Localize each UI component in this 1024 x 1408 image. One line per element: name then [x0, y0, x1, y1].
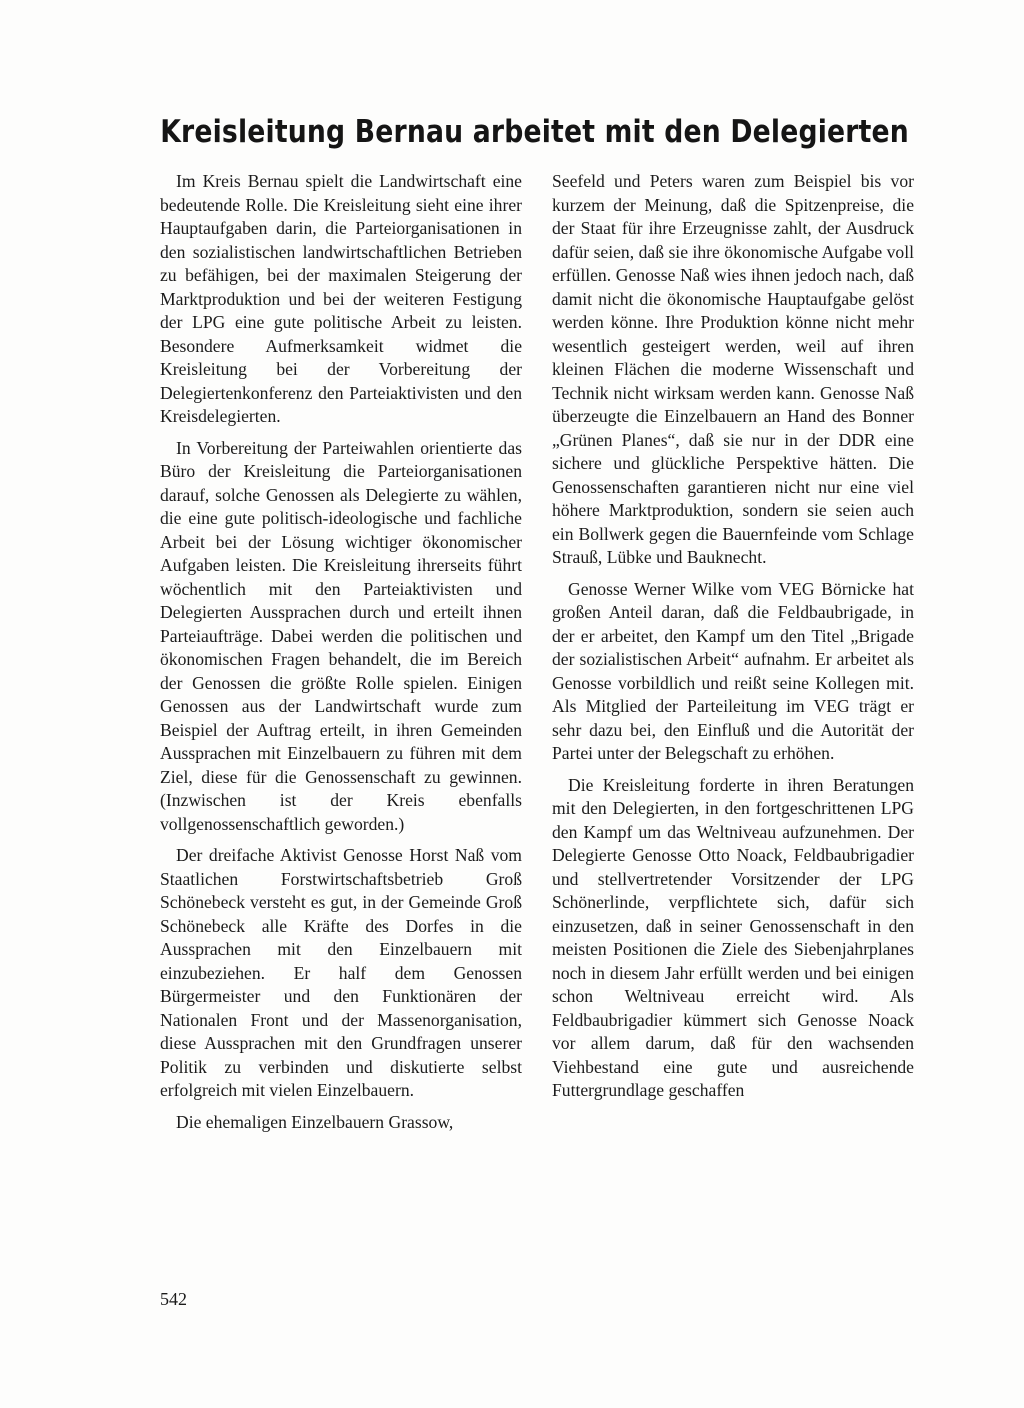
paragraph-continued: Seefeld und Peters waren zum Beispiel bis vor kurzem der Meinung, daß die Spitzenpreise, die der Staat für ihre Erzeugnisse zahlt, der Ausdruck dafür seien, daß sie ihre ökonomische Aufgabe voll erfüllen. Genosse Naß wies ihnen jedoch nach, daß damit nicht die ökonomische Hauptaufgabe gelöst werden könne. Ihre Produktion könne nicht mehr wesentlich gesteigert werden, weil auf ihren kleinen Flächen die moderne Wissenschaft und Technik nicht wirksam werden kann. Genosse Naß überzeugte die Einzelbauern an Hand des Bonner „Grünen Planes“, daß sie nur in der DDR eine sichere und glückliche Perspektive hätten. Die Genossenschaften garantieren nicht nur eine viel höhere Marktproduktion, sondern sie seien auch ein Bollwerk gegen die Bauernfeinde vom Schlage Strauß, Lübke und Bauknecht.: [552, 171, 914, 567]
page-number: 542: [160, 1289, 187, 1309]
paragraph: Genosse Werner Wilke vom VEG Börnicke hat großen Anteil daran, daß die Feldbaubrigade, in der er arbeitet, den Kampf um den Titel „Brigade der sozialistischen Arbeit“ aufnahm. Er arbeitet als Genosse vorbildlich und reißt seine Kollegen mit. Als Mitglied der Parteileitung im VEG trägt er sehr dazu bei, den Einfluß und die Autorität der Partei unter der Belegschaft zu erhöhen.: [552, 578, 914, 763]
paragraph: In Vorbereitung der Parteiwahlen orientierte das Büro der Kreisleitung die Parteiorganisationen darauf, solche Genossen als Delegierte zu wählen, die eine gute politisch-ideologische und fachliche Arbeit bei der Lösung wichtiger ökonomischer Aufgaben leisten. Die Kreisleitung ihrerseits führt wöchentlich mit den Parteiaktivisten und Delegierten Aussprachen durch und erteilt ihnen Parteiaufträge. Dabei werden die politischen und ökonomischen Fragen behandelt, die im Bereich der Genossen die größte Rolle spielen. Einigen Genossen aus der Landwirtschaft wurde zum Beispiel der Auftrag erteilt, in ihren Gemeinden Aussprachen mit Einzelbauern zu führen mit dem Ziel, diese für die Genossenschaft zu gewinnen. (Inzwischen ist der Kreis ebenfalls vollgenossenschaftlich geworden.): [160, 437, 522, 834]
paragraph: Der dreifache Aktivist Genosse Horst Naß vom Staatlichen Forstwirtschaftsbetrieb Groß Schönebeck versteht es gut, in der Gemeinde Groß Schönebeck alle Kräfte des Dorfes in die Aussprachen mit den Einzelbauern mit einzubeziehen. Er half dem Genossen Bürgermeister und den Funktionären der Nationalen Front und der Massenorganisation, diese Aussprachen mit den Grundfragen unserer Politik zu verbinden und diskutierte selbst erfolgreich mit vielen Einzelbauern.: [160, 845, 522, 1100]
article-title: Kreisleitung Bernau arbeitet mit den Delegierten: [160, 114, 909, 150]
paragraph: Die ehemaligen Einzelbauern Grassow,: [176, 1111, 454, 1132]
paragraph: Die Kreisleitung forderte in ihren Beratungen mit den Delegierten, in den fortgeschrittenen LPG den Kampf um das Weltniveau aufzunehmen. Der Delegierte Genosse Otto Noack, Feldbaubrigadier und stellvertretender Vorsitzender der LPG Schönerlinde, verpflichtete sich, dafür sich einzusetzen, daß in seiner Genossenschaft in den meisten Positionen die Ziele des Siebenjahrplanes noch in diesem Jahr erfüllt werden und bei einigen schon Weltniveau erreicht wird. Als Feldbaubrigadier kümmert sich Genosse Noack vor allem darum, daß für den wachsenden Viehbestand eine gute und ausreichende Futtergrundlage geschaffen: [552, 774, 914, 1100]
left-column: [160, 170, 522, 1142]
paragraph: Im Kreis Bernau spielt die Landwirtschaft eine bedeutende Rolle. Die Kreisleitung sieht eine ihrer Hauptaufgaben darin, die Parteiorganisationen in den sozialistischen landwirtschaftlichen Betrieben zu befähigen, bei der maximalen Steigerung der Marktproduktion und bei der weiteren Festigung der LPG eine gute politische Arbeit zu leisten. Besondere Aufmerksamkeit widmet die Kreisleitung bei der Vorbereitung der Delegiertenkonferenz den Parteiaktivisten und den Kreisdelegierten.: [160, 171, 522, 426]
right-column: [552, 170, 914, 1111]
